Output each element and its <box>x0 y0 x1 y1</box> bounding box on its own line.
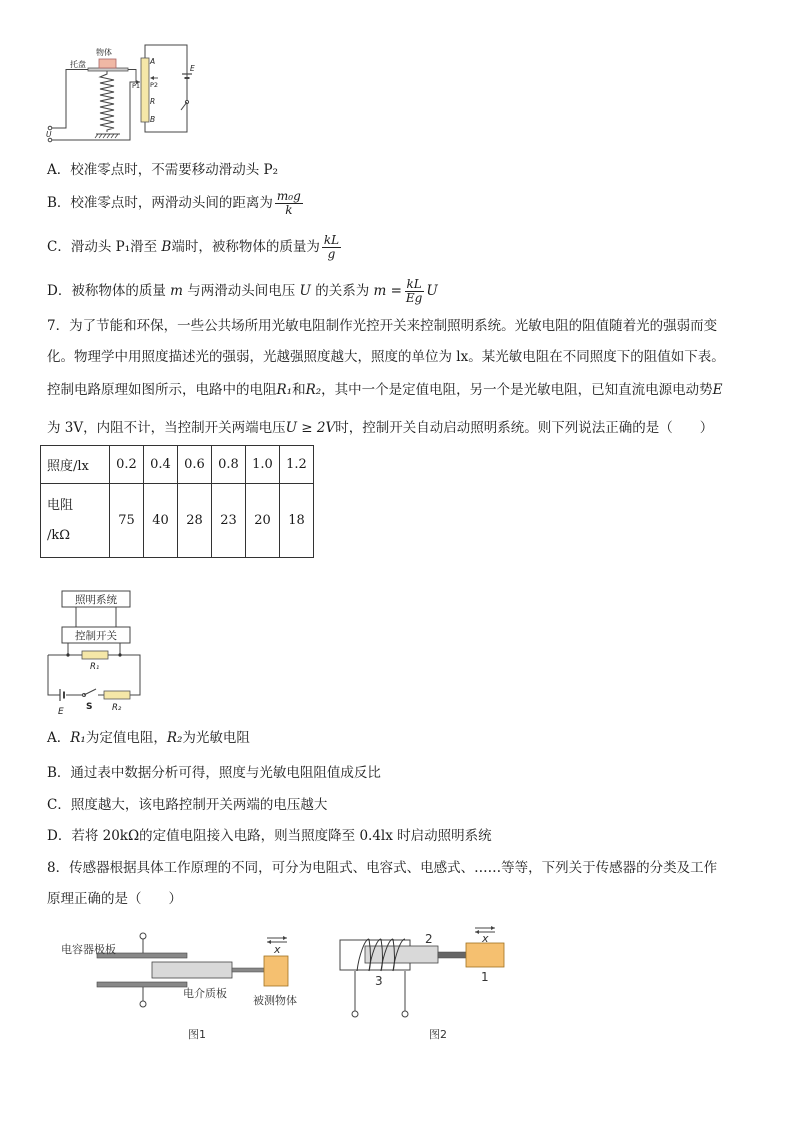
q6-c-num: kL <box>323 233 340 247</box>
s-label: S <box>86 702 93 712</box>
q7-a-mid: 为定值电阻， <box>85 730 167 746</box>
spring-scale-figure <box>40 40 200 150</box>
q6-c-mid: 端时，被称物体的质量为 <box>171 239 320 255</box>
fig2-label-2: 2 <box>425 932 433 946</box>
table-cell: 40 <box>144 484 178 558</box>
q6-d-mid2: 的关系为 <box>315 283 370 299</box>
table-cell: 0.2 <box>110 446 144 484</box>
q6-d-text: D．被称物体的质量 <box>47 283 166 299</box>
table-cell: 0.8 <box>212 446 246 484</box>
capacitive-sensor-figure <box>55 925 325 1050</box>
illuminance-resistance-table <box>40 445 314 558</box>
q6-d-u2: U <box>426 283 438 299</box>
q7-line-3-e: E <box>712 382 723 398</box>
control-switch-label: 控制开关 <box>75 630 117 642</box>
q7-line-3a: 控制电路原理如图所示，电路中的电阻 <box>47 382 277 398</box>
q6-b-fraction <box>275 190 303 217</box>
q6-b-text: B．校准零点时，两滑动头间的距离为 <box>47 195 273 211</box>
fig1-caption: 图1 <box>188 1028 206 1041</box>
q7-option-b: B．通过表中数据分析可得，照度与光敏电阻阻值成反比 <box>47 765 381 781</box>
q6-d-den: Eg <box>405 291 423 305</box>
fig2-label-1: 1 <box>481 970 489 984</box>
q7-line-3 <box>47 380 723 400</box>
table-cell: 1.0 <box>246 446 280 484</box>
q7-line-3-and: 和 <box>292 382 306 398</box>
q6-d-fraction <box>404 278 424 305</box>
q8-line-1: 8．传感器根据具体工作原理的不同，可分为电阻式、电容式、电感式、……等等，下列关于传感器的分类及工作 <box>47 860 718 876</box>
label-U: U <box>46 130 52 139</box>
table-cell: 18 <box>280 484 314 558</box>
control-circuit-figure <box>40 585 150 720</box>
r2-label: R₂ <box>112 703 122 713</box>
label-P2: P2 <box>150 81 159 89</box>
r1-label: R₁ <box>90 662 100 672</box>
fig2-caption: 图2 <box>429 1028 447 1041</box>
table-row <box>41 484 314 558</box>
q6-option-b <box>47 190 305 217</box>
q6-c-text: C．滑动头 P₁滑至 <box>47 239 158 255</box>
q7-a-end: 为光敏电阻 <box>182 730 250 746</box>
measured-object-label: 被测物体 <box>253 994 297 1007</box>
q7-line-4 <box>47 418 713 438</box>
table-cell: 0.6 <box>178 446 212 484</box>
q7-a-r2: R₂ <box>166 730 183 746</box>
table-header-resistance <box>41 484 110 558</box>
table-cell: 1.2 <box>280 446 314 484</box>
q7-line-3b: ，其中一个是定值电阻，另一个是光敏电阻，已知直流电源电动势 <box>321 382 713 398</box>
q6-c-den: g <box>327 247 336 261</box>
q7-line-1: 7．为了节能和环保，一些公共场所用光敏电阻制作光控开关来控制照明系统。光敏电阻的阻值随着光的强弱而变 <box>47 318 718 334</box>
q6-c-fraction <box>322 234 341 261</box>
q6-d-num: kL <box>406 277 422 291</box>
fig2-x-label: x <box>482 932 489 945</box>
q6-d-meq: m = <box>373 283 402 299</box>
q7-a-prefix: A． <box>47 730 71 746</box>
fig1-x-label: x <box>274 943 281 956</box>
table-header-illuminance: 照度/lx <box>41 446 110 484</box>
q7-line-4a: 为 3V，内阻不计，当控制开关两端电压 <box>47 420 286 436</box>
q6-c-b: B <box>161 239 172 255</box>
fig2-label-3: 3 <box>375 974 383 988</box>
q6-d-u: U <box>299 283 311 299</box>
table-cell: 28 <box>178 484 212 558</box>
e-label: E <box>58 707 64 717</box>
resistance-header-line-2: /kΩ <box>47 527 71 543</box>
table-cell: 75 <box>110 484 144 558</box>
q7-line-2: 化。物理学中用照度描述光的强弱，光越强照度越大，照度的单位为 lx。某光敏电阻在不同照度下的阻值如下表。 <box>47 349 725 365</box>
q6-option-d <box>47 278 438 305</box>
q6-option-c <box>47 234 343 261</box>
table-cell: 0.4 <box>144 446 178 484</box>
q7-option-a <box>47 728 250 748</box>
q6-option-a: A．校准零点时，不需要移动滑动头 P₂ <box>47 162 279 178</box>
inductive-sensor-figure <box>335 925 535 1050</box>
q6-b-num: m₀g <box>276 189 301 203</box>
q8-line-2: 原理正确的是（ ） <box>47 891 182 907</box>
q6-d-mid: 与两滑动头间电压 <box>187 283 296 299</box>
q7-line-3-r1: R₁ <box>276 382 293 398</box>
label-P1: P1 <box>132 82 141 90</box>
label-R: R <box>150 97 156 106</box>
q6-b-den: k <box>285 203 293 217</box>
resistance-header-line-1: 电阻 <box>47 497 74 513</box>
label-tray: 托盘 <box>70 60 86 69</box>
dielectric-label: 电介质板 <box>183 987 227 1000</box>
table-row <box>41 446 314 484</box>
table-cell: 20 <box>246 484 280 558</box>
lighting-system-label: 照明系统 <box>75 594 117 606</box>
q7-a-r1: R₁ <box>70 730 86 746</box>
q7-option-d: D．若将 20kΩ的定值电阻接入电路，则当照度降至 0.4lx 时启动照明系统 <box>47 828 492 844</box>
q7-option-c: C．照度越大，该电路控制开关两端的电压越大 <box>47 797 328 813</box>
label-object: 物体 <box>96 48 112 57</box>
q7-line-3-r2: R₂ <box>305 382 322 398</box>
capacitor-plate-label: 电容器极板 <box>61 943 116 956</box>
label-E: E <box>190 64 195 73</box>
q7-line-4-cond: U ≥ 2V <box>285 420 336 436</box>
q7-line-4b: 时，控制开关自动启动照明系统。则下列说法正确的是（ ） <box>335 420 714 436</box>
table-cell: 23 <box>212 484 246 558</box>
label-B: B <box>150 115 156 124</box>
q6-d-m: m <box>170 283 183 299</box>
label-A: A <box>150 57 156 66</box>
